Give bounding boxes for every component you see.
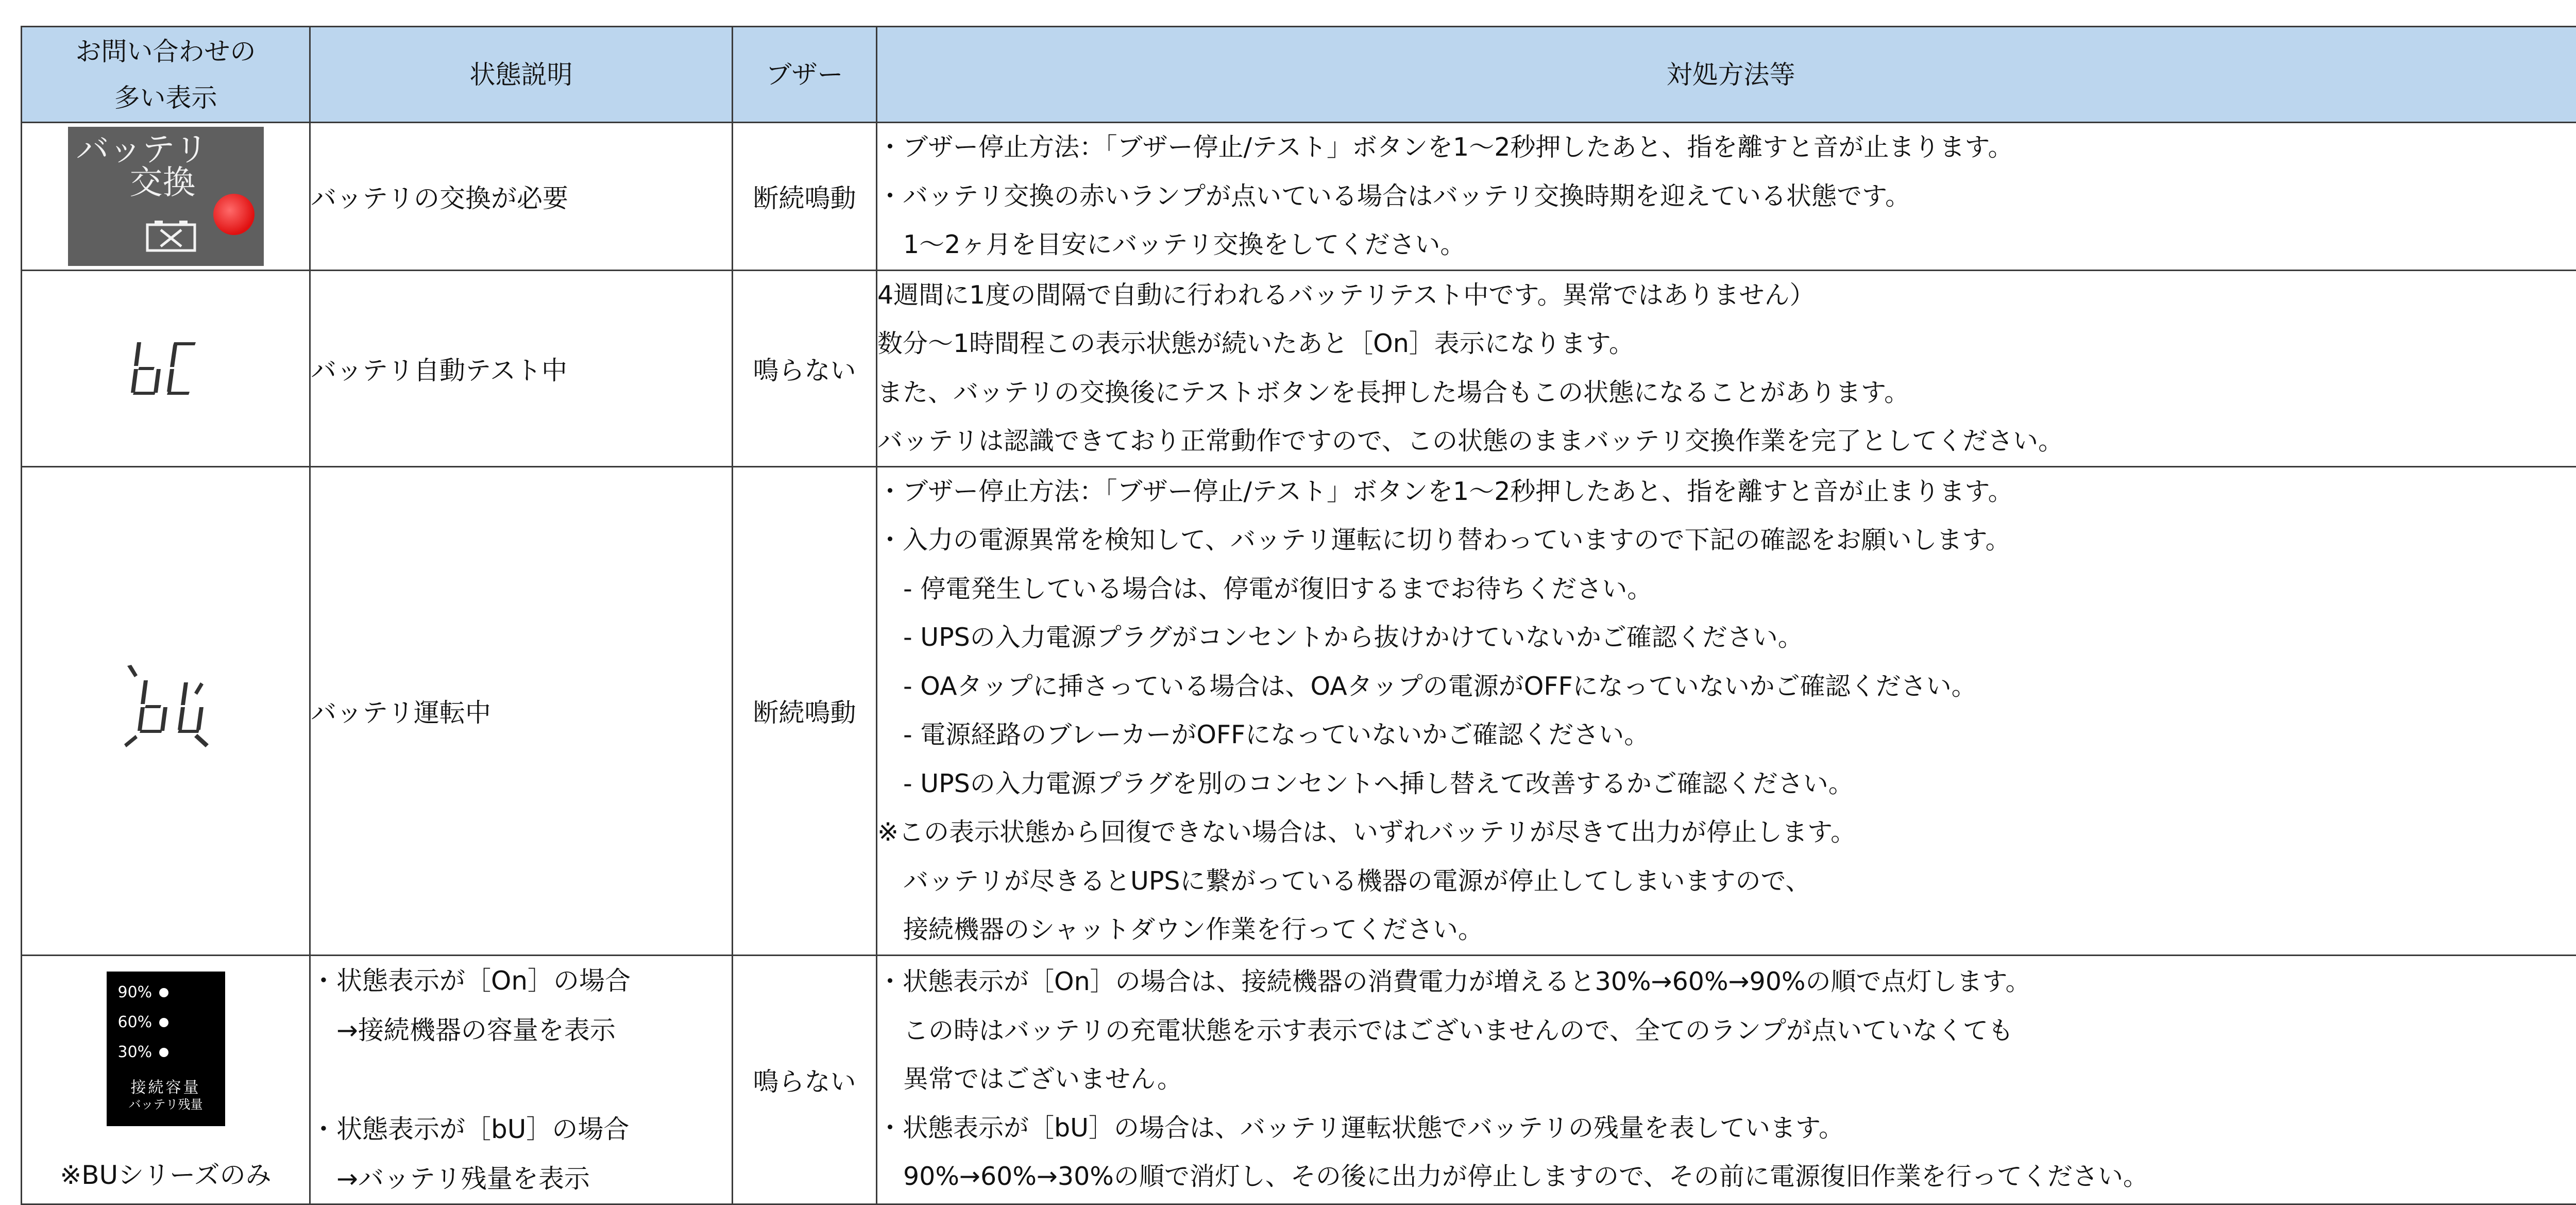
state-line: →バッテリ残量を表示 [311, 1154, 732, 1203]
action-line: また、バッテリの交換後にテストボタンを長押した場合もこの状態になることがあります。 [877, 369, 2576, 417]
action-line: ・状態表示が［On］の場合は、接続機器の消費電力が増えると30%→60%→90%の順で点灯します。 [877, 958, 2576, 1007]
table-row [22, 466, 2576, 955]
state-cell [310, 955, 733, 1204]
led-dot-icon [159, 988, 168, 997]
action-line: 異常ではございません。 [877, 1055, 2576, 1104]
action-line: 接続機器のシャットダウン作業を行ってください。 [877, 906, 2576, 955]
action-line: ・ブザー停止方法：「ブザー停止/テスト」ボタンを1～2秒押したあと、指を離すと音が止まります。 [877, 123, 2576, 172]
state-text: バッテリ運転中 [311, 698, 491, 728]
action-line: この時はバッテリの充電状態を示す表示ではございませんので、全てのランプが点いていなくても [877, 1007, 2576, 1056]
action-line: - 電源経路のブレーカーがOFFになっていないかご確認ください。 [877, 711, 2576, 760]
led-dot-icon [159, 1048, 168, 1057]
series-note: ※BUシリーズのみ [22, 1157, 309, 1193]
level-60 [118, 1014, 169, 1031]
battery-replace-panel-cell [22, 123, 310, 271]
action-line: バッテリが尽きるとUPSに繋がっている機器の電源が停止してしまいますので、 [877, 857, 2576, 906]
legend-caption-battery: バッテリ残量 [107, 1094, 225, 1112]
battery-icon [145, 219, 197, 253]
table-row [22, 955, 2576, 1204]
action-line: ※この表示状態から回復できない場合は、いずれバッテリが尽きて出力が停止します。 [877, 808, 2576, 857]
red-lamp-icon [213, 194, 255, 235]
level-label: 60% [118, 1013, 152, 1031]
header-display [22, 27, 310, 123]
action-line: - UPSの入力電源プラグがコンセントから抜けかけていないかご確認ください。 [877, 613, 2576, 662]
action-line: バッテリは認識できており正常動作ですので、この状態のままバッテリ交換作業を完了としてください。 [877, 417, 2576, 466]
header-display-line2: 多い表示 [22, 75, 309, 121]
action-line: ・ブザー停止方法：「ブザー停止/テスト」ボタンを1～2秒押したあと、指を離すと音が止まります。 [877, 467, 2576, 516]
led-dot-icon [159, 1018, 168, 1027]
level-label: 30% [118, 1043, 152, 1061]
state-text: バッテリの交換が必要 [311, 183, 568, 213]
bc-display-cell [22, 270, 310, 466]
action-cell [877, 466, 2576, 955]
buzzer-text: 鳴らない [753, 1067, 856, 1097]
buzzer-text: 断続鳴動 [753, 183, 856, 213]
state-cell [310, 123, 733, 271]
action-line: 90%→60%→30%の順で消灯し、その後に出力が停止しますので、その前に電源復旧作業を行ってください。 [877, 1152, 2576, 1201]
header-display-line1: お問い合わせの [22, 28, 309, 75]
panel-label-replace: 交換 [130, 165, 196, 201]
action-cell [877, 270, 2576, 466]
action-line: - UPSの入力電源プラグを別のコンセントへ挿し替えて改善するかご確認ください。 [877, 760, 2576, 809]
capacity-led-panel-image [107, 972, 225, 1126]
action-cell [877, 955, 2576, 1204]
level-label: 90% [118, 983, 152, 1001]
level-30 [118, 1044, 169, 1061]
state-cell [310, 466, 733, 955]
state-text: バッテリ自動テスト中 [311, 356, 567, 386]
header-state: 状態説明 [310, 27, 733, 123]
level-90 [118, 984, 169, 1001]
state-line: ・状態表示が［On］の場合 [311, 956, 732, 1006]
table-row [22, 123, 2576, 271]
state-line: →接続機器の容量を表示 [311, 1006, 732, 1055]
action-line: ・状態表示が［bU］の場合は、バッテリ運転状態でバッテリの残量を表しています。 [877, 1104, 2576, 1153]
panel-label-battery: バッテリ [76, 132, 208, 168]
action-line: 数分～1時間程この表示状態が続いたあと［On］表示になります。 [877, 320, 2576, 369]
state-cell [310, 270, 733, 466]
buzzer-cell [733, 270, 877, 466]
seven-segment-bu-icon [117, 662, 215, 760]
header-action: 対処方法等 [877, 27, 2576, 123]
state-spacer [311, 1055, 732, 1104]
ups-status-table [21, 26, 2576, 1205]
action-line: - 停電発生している場合は、停電が復旧するまでお待ちください。 [877, 565, 2576, 614]
action-line: - OAタップに挿さっている場合は、OAタップの電源がOFFになっていないかご確認ください。 [877, 662, 2576, 711]
buzzer-text: 断続鳴動 [753, 698, 856, 728]
capacity-legend-cell [22, 955, 310, 1204]
buzzer-cell [733, 955, 877, 1204]
action-line: 1～2ヶ月を目安にバッテリ交換をしてください。 [877, 221, 2576, 270]
header-row [22, 27, 2576, 123]
buzzer-cell [733, 466, 877, 955]
seven-segment-bc-icon [130, 340, 202, 397]
state-line: ・状態表示が［bU］の場合 [311, 1104, 732, 1154]
buzzer-cell [733, 123, 877, 271]
buzzer-text: 鳴らない [753, 356, 856, 386]
action-line: ・入力の電源異常を検知して、バッテリ運転に切り替わっていますので下記の確認をお願いします。 [877, 516, 2576, 565]
action-line: 4週間に1度の間隔で自動に行われるバッテリテスト中です。異常ではありません） [877, 271, 2576, 320]
action-cell [877, 123, 2576, 271]
bu-display-cell [22, 466, 310, 955]
table-row [22, 270, 2576, 466]
legend-caption-capacity: 接続容量 [107, 1075, 225, 1097]
header-buzzer: ブザー [733, 27, 877, 123]
battery-replace-panel-image [68, 127, 264, 266]
action-line: ・バッテリ交換の赤いランプが点いている場合はバッテリ交換時期を迎えている状態です。 [877, 172, 2576, 221]
